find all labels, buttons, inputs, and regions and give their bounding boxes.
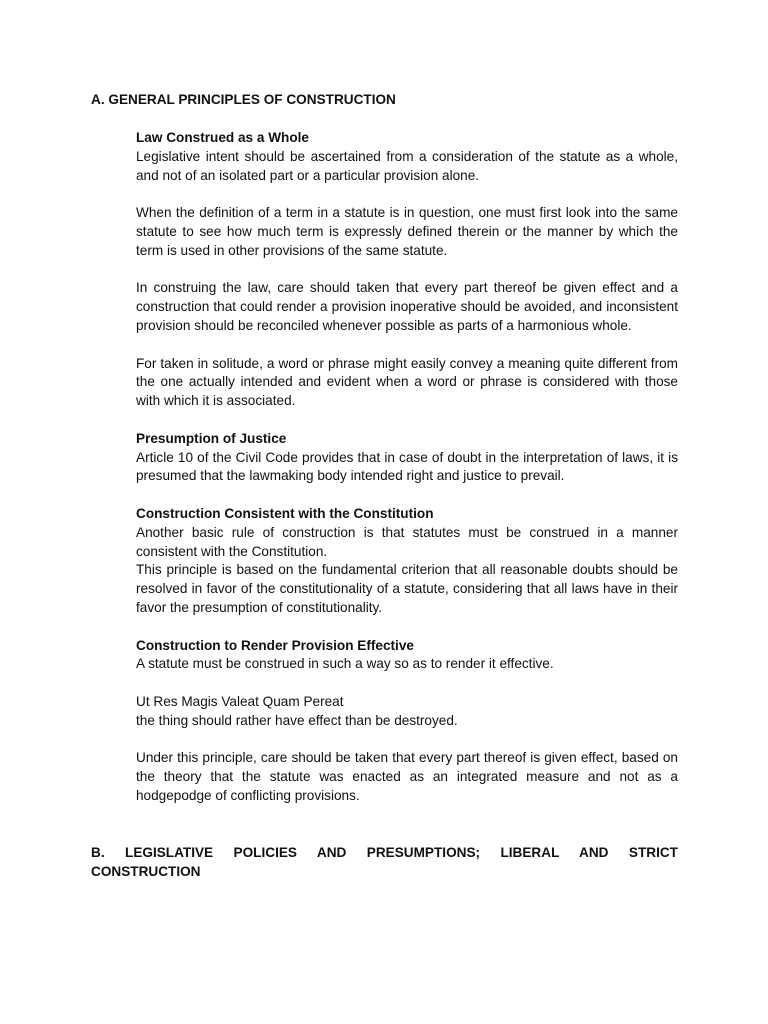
law-whole-paragraph-2: When the definition of a term in a statute is in question, one must first look into the same statute to see how much term is expressly defined therein or the manner by which the term is used in other provisions of the same statute. xyxy=(136,205,678,258)
effective-paragraph-1: A statute must be construed in such a way so as to render it effective. xyxy=(136,656,554,672)
law-whole-paragraph-4: For taken in solitude, a word or phrase might easily convey a meaning quite different from the one actually intended and evident when a word or phrase is considered with those with which it is associated. xyxy=(136,355,678,409)
constitution-block xyxy=(136,505,678,524)
subheading-presumption-of-justice: Presumption of Justice xyxy=(136,430,287,446)
constitution-paragraph-1: Another basic rule of construction is that statutes must be construed in a manner consistent with the Constitution. xyxy=(136,524,678,559)
latin-maxim: Ut Res Magis Valeat Quam Pereat xyxy=(136,693,344,709)
effective-paragraph-2: Under this principle, care should be taken that every part thereof is given effect, based on the theory that the statute was enacted as an integrated measure and not as a hodgepodge of conflicting provisions. xyxy=(136,750,678,803)
section-a-body xyxy=(136,129,678,824)
section-b-heading-line-2: CONSTRUCTION xyxy=(91,863,201,879)
law-construed-block xyxy=(136,129,678,148)
latin-maxim-translation: the thing should rather have effect than be destroyed. xyxy=(136,712,458,728)
section-b-heading xyxy=(91,844,678,882)
section-a-heading: A. GENERAL PRINCIPLES OF CONSTRUCTION xyxy=(91,92,396,107)
constitution-paragraph-2: This principle is based on the fundamental criterion that all reasonable doubts should be resolved in favor of the constitutionality of a statute, considering that all laws have in their favor the presumption of constitutionality. xyxy=(136,562,678,615)
section-b-heading-line-1: B. LEGISLATIVE POLICIES AND PRESUMPTIONS; LIBERAL AND STRICT xyxy=(91,845,678,860)
justice-paragraph-1: Article 10 of the Civil Code provides that in case of doubt in the interpretation of laws, it is presumed that the lawmaking body intended right and justice to prevail. xyxy=(136,449,678,484)
render-effective-block xyxy=(136,637,678,656)
presumption-justice-block xyxy=(136,430,678,449)
subheading-law-construed-as-whole: Law Construed as a Whole xyxy=(136,130,309,145)
law-whole-paragraph-3: In construing the law, care should taken that every part thereof be given effect and a construction that could render a provision inoperative should be avoided, and inconsistent provision should be reconciled whenever possible as parts of a harmonious whole. xyxy=(136,280,678,333)
law-whole-paragraph-1: Legislative intent should be ascertained from a consideration of the statute as a whole, and not of an isolated part or a particular provision alone. xyxy=(136,148,678,183)
subheading-render-provision-effective: Construction to Render Provision Effective xyxy=(136,637,414,653)
subheading-construction-consistent-constitution: Construction Consistent with the Constitution xyxy=(136,505,434,521)
